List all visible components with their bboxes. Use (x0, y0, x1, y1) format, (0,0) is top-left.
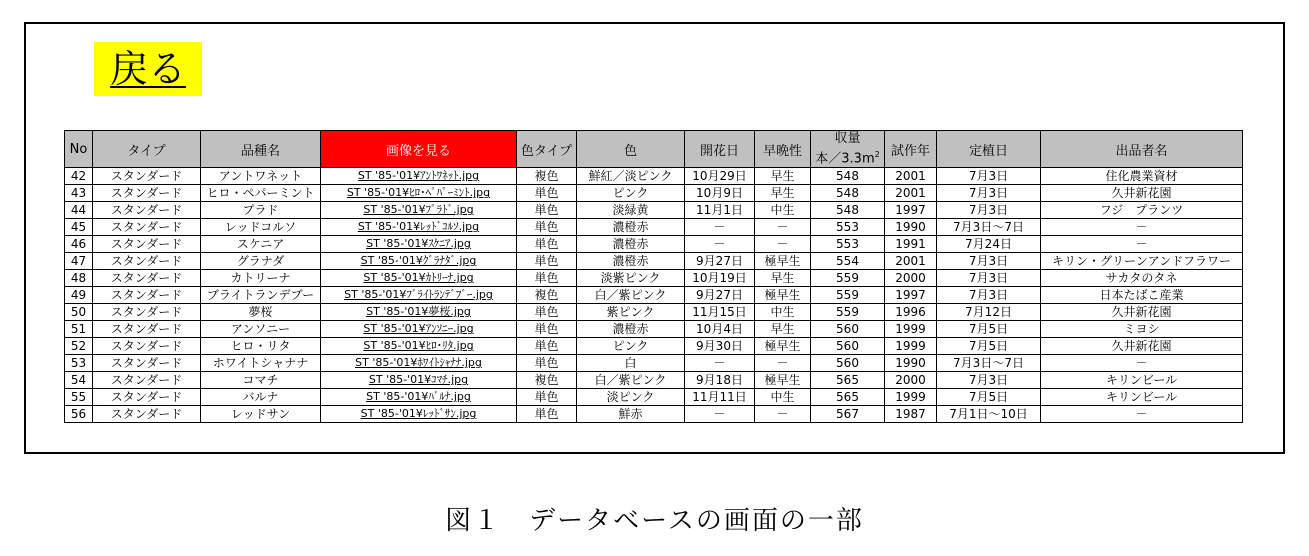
cell-no: 55 (65, 389, 93, 406)
cell-exhibitor: 久井新花園 (1041, 304, 1243, 321)
cell-image-link[interactable]: ST '85-'01¥ﾚｯﾄﾞｻﾝ.jpg (321, 406, 517, 423)
cell-earliness: 極早生 (755, 372, 811, 389)
cell-trial-year: 1990 (885, 355, 937, 372)
cell-color-type: 複色 (517, 168, 577, 185)
cell-bloom-date: 10月19日 (685, 270, 755, 287)
cell-image-link[interactable]: ST '85-'01¥ﾋﾛ･ﾘﾀ.jpg (321, 338, 517, 355)
cell-trial-year: 1999 (885, 389, 937, 406)
cell-yield: 565 (811, 389, 885, 406)
table-row (65, 287, 1243, 304)
cell-bloom-date: － (685, 236, 755, 253)
cell-planting-date: 7月3日 (937, 287, 1041, 304)
cell-yield: 553 (811, 236, 885, 253)
cell-variety: プラド (201, 202, 321, 219)
cell-color-type: 単色 (517, 355, 577, 372)
cell-type: スタンダード (93, 321, 201, 338)
cell-earliness: 早生 (755, 270, 811, 287)
cell-color-type: 複色 (517, 372, 577, 389)
cell-image-link[interactable]: ST '85-'01¥ｺﾏﾁ.jpg (321, 372, 517, 389)
table-row (65, 372, 1243, 389)
table-row (65, 304, 1243, 321)
cell-image-link[interactable]: ST '85-'01¥ｸﾞﾗﾅﾀﾞ.jpg (321, 253, 517, 270)
cell-earliness: － (755, 219, 811, 236)
cell-bloom-date: 10月9日 (685, 185, 755, 202)
cell-color: 淡ピンク (577, 389, 685, 406)
cell-exhibitor: － (1041, 406, 1243, 423)
cell-image-link[interactable]: ST '85-'01¥ﾎﾜｲﾄｼｬﾅﾅ.jpg (321, 355, 517, 372)
cell-planting-date: 7月5日 (937, 321, 1041, 338)
cell-planting-date: 7月3日～7日 (937, 219, 1041, 236)
cell-color-type: 単色 (517, 253, 577, 270)
cell-no: 54 (65, 372, 93, 389)
header-color-type: 色タイプ (517, 131, 577, 168)
cell-color: 白／紫ピンク (577, 287, 685, 304)
cell-no: 44 (65, 202, 93, 219)
cell-no: 45 (65, 219, 93, 236)
header-color: 色 (577, 131, 685, 168)
cell-earliness: 中生 (755, 202, 811, 219)
header-view-image-button[interactable]: 画像を見る (321, 131, 517, 168)
cell-type: スタンダード (93, 168, 201, 185)
cell-exhibitor: － (1041, 219, 1243, 236)
cell-planting-date: 7月3日～7日 (937, 355, 1041, 372)
cell-trial-year: 2000 (885, 270, 937, 287)
cell-variety: コマチ (201, 372, 321, 389)
cell-variety: レッドコルソ (201, 219, 321, 236)
cell-image-link[interactable]: ST '85-'01¥ﾚｯﾄﾞｺﾙｿ.jpg (321, 219, 517, 236)
cell-planting-date: 7月3日 (937, 185, 1041, 202)
cell-image-link[interactable]: ST '85-'01¥ﾌﾟﾗﾄﾞ.jpg (321, 202, 517, 219)
cell-color: 濃橙赤 (577, 236, 685, 253)
cell-planting-date: 7月1日～10日 (937, 406, 1041, 423)
cell-exhibitor: サカタのタネ (1041, 270, 1243, 287)
cell-no: 43 (65, 185, 93, 202)
cell-bloom-date: 10月4日 (685, 321, 755, 338)
table-row (65, 168, 1243, 185)
cell-yield: 559 (811, 287, 885, 304)
table-header-row (65, 131, 1243, 168)
cell-variety: バルナ (201, 389, 321, 406)
cell-color-type: 単色 (517, 202, 577, 219)
rose-variety-table (64, 130, 1243, 423)
cell-color: 鮮赤 (577, 406, 685, 423)
cell-planting-date: 7月3日 (937, 372, 1041, 389)
cell-variety: カトリーナ (201, 270, 321, 287)
cell-color-type: 単色 (517, 338, 577, 355)
cell-type: スタンダード (93, 389, 201, 406)
table-row (65, 236, 1243, 253)
cell-exhibitor: ミヨシ (1041, 321, 1243, 338)
cell-type: スタンダード (93, 338, 201, 355)
cell-earliness: 極早生 (755, 287, 811, 304)
cell-exhibitor: 日本たばこ産業 (1041, 287, 1243, 304)
cell-yield: 559 (811, 304, 885, 321)
table-row (65, 406, 1243, 423)
cell-type: スタンダード (93, 202, 201, 219)
cell-variety: スケニア (201, 236, 321, 253)
cell-color: 白／紫ピンク (577, 372, 685, 389)
cell-no: 53 (65, 355, 93, 372)
cell-trial-year: 1990 (885, 219, 937, 236)
cell-color: 淡緑黄 (577, 202, 685, 219)
cell-image-link[interactable]: ST '85-'01¥ﾋﾛ･ﾍﾟﾊﾟｰﾐﾝﾄ.jpg (321, 185, 517, 202)
cell-trial-year: 1997 (885, 287, 937, 304)
cell-yield: 559 (811, 270, 885, 287)
cell-color-type: 単色 (517, 236, 577, 253)
cell-planting-date: 7月5日 (937, 389, 1041, 406)
cell-type: スタンダード (93, 304, 201, 321)
cell-type: スタンダード (93, 372, 201, 389)
cell-color: 紫ピンク (577, 304, 685, 321)
cell-bloom-date: － (685, 406, 755, 423)
cell-earliness: 早生 (755, 185, 811, 202)
cell-bloom-date: 9月18日 (685, 372, 755, 389)
header-yield-line2: 本／3.3m (815, 151, 875, 167)
header-yield (811, 131, 885, 168)
table-row (65, 338, 1243, 355)
cell-exhibitor: キリンビール (1041, 372, 1243, 389)
cell-color-type: 単色 (517, 406, 577, 423)
cell-earliness: 早生 (755, 321, 811, 338)
cell-color-type: 単色 (517, 321, 577, 338)
cell-bloom-date: 9月27日 (685, 253, 755, 270)
cell-color-type: 単色 (517, 219, 577, 236)
cell-type: スタンダード (93, 253, 201, 270)
cell-yield: 565 (811, 372, 885, 389)
table-row (65, 355, 1243, 372)
cell-trial-year: 2001 (885, 253, 937, 270)
header-yield-sup: 2 (874, 150, 880, 159)
cell-exhibitor: － (1041, 355, 1243, 372)
cell-color-type: 単色 (517, 270, 577, 287)
cell-variety: ヒロ・ペパーミント (201, 185, 321, 202)
cell-earliness: 中生 (755, 389, 811, 406)
cell-trial-year: 1987 (885, 406, 937, 423)
cell-color: 淡紫ピンク (577, 270, 685, 287)
cell-bloom-date: 10月29日 (685, 168, 755, 185)
cell-exhibitor: － (1041, 236, 1243, 253)
cell-yield: 548 (811, 185, 885, 202)
cell-variety: アントワネット (201, 168, 321, 185)
cell-trial-year: 1991 (885, 236, 937, 253)
header-yield-line1: 収量 (834, 131, 861, 146)
header-bloom-date: 開花日 (685, 131, 755, 168)
back-button[interactable] (94, 42, 202, 96)
table-row (65, 202, 1243, 219)
cell-color: 濃橙赤 (577, 321, 685, 338)
header-trial-year: 試作年 (885, 131, 937, 168)
cell-color: ピンク (577, 338, 685, 355)
cell-exhibitor: 久井新花園 (1041, 185, 1243, 202)
header-no: No (65, 131, 93, 168)
cell-yield: 554 (811, 253, 885, 270)
header-earliness: 早晩性 (755, 131, 811, 168)
cell-planting-date: 7月24日 (937, 236, 1041, 253)
cell-bloom-date: － (685, 219, 755, 236)
cell-bloom-date: 11月1日 (685, 202, 755, 219)
cell-no: 56 (65, 406, 93, 423)
cell-image-link[interactable]: ST '85-'01¥ｶﾄﾘｰﾅ.jpg (321, 270, 517, 287)
table-row (65, 185, 1243, 202)
figure-caption: 図１ データベースの画面の一部 (445, 506, 864, 536)
cell-trial-year: 2000 (885, 372, 937, 389)
cell-type: スタンダード (93, 355, 201, 372)
cell-exhibitor: 住化農業資材 (1041, 168, 1243, 185)
cell-earliness: － (755, 236, 811, 253)
cell-exhibitor: 久井新花園 (1041, 338, 1243, 355)
table-row (65, 321, 1243, 338)
cell-yield: 548 (811, 202, 885, 219)
table-row (65, 270, 1243, 287)
cell-trial-year: 1999 (885, 321, 937, 338)
cell-image-link[interactable]: ST '85-'01¥夢桜.jpg (321, 304, 517, 321)
cell-no: 42 (65, 168, 93, 185)
cell-variety: レッドサン (201, 406, 321, 423)
cell-variety: ヒロ・リタ (201, 338, 321, 355)
cell-yield: 548 (811, 168, 885, 185)
cell-type: スタンダード (93, 406, 201, 423)
cell-variety: ブライトランデブー (201, 287, 321, 304)
back-button-label: 戻る (109, 47, 186, 91)
cell-planting-date: 7月3日 (937, 168, 1041, 185)
cell-earliness: 早生 (755, 168, 811, 185)
cell-color: 白 (577, 355, 685, 372)
cell-color-type: 複色 (517, 287, 577, 304)
cell-yield: 553 (811, 219, 885, 236)
cell-bloom-date: 9月27日 (685, 287, 755, 304)
cell-type: スタンダード (93, 236, 201, 253)
cell-trial-year: 1996 (885, 304, 937, 321)
cell-color: ピンク (577, 185, 685, 202)
cell-no: 52 (65, 338, 93, 355)
cell-type: スタンダード (93, 219, 201, 236)
cell-type: スタンダード (93, 270, 201, 287)
cell-bloom-date: － (685, 355, 755, 372)
cell-bloom-date: 9月30日 (685, 338, 755, 355)
cell-planting-date: 7月3日 (937, 270, 1041, 287)
table-row (65, 219, 1243, 236)
cell-no: 50 (65, 304, 93, 321)
cell-color-type: 単色 (517, 304, 577, 321)
cell-color-type: 単色 (517, 185, 577, 202)
header-variety: 品種名 (201, 131, 321, 168)
cell-earliness: 極早生 (755, 338, 811, 355)
cell-trial-year: 2001 (885, 185, 937, 202)
cell-color: 鮮紅／淡ピンク (577, 168, 685, 185)
cell-trial-year: 1997 (885, 202, 937, 219)
cell-color: 濃橙赤 (577, 253, 685, 270)
cell-image-link[interactable]: ST '85-'01¥ｱﾝｿﾆｰ.jpg (321, 321, 517, 338)
cell-bloom-date: 11月15日 (685, 304, 755, 321)
header-planting-date: 定植日 (937, 131, 1041, 168)
cell-no: 47 (65, 253, 93, 270)
cell-variety: 夢桜 (201, 304, 321, 321)
cell-trial-year: 2001 (885, 168, 937, 185)
cell-earliness: － (755, 355, 811, 372)
cell-yield: 560 (811, 355, 885, 372)
cell-variety: ホワイトシャナナ (201, 355, 321, 372)
cell-variety: アンソニー (201, 321, 321, 338)
cell-planting-date: 7月3日 (937, 202, 1041, 219)
table-row (65, 389, 1243, 406)
table-row (65, 253, 1243, 270)
cell-trial-year: 1999 (885, 338, 937, 355)
cell-earliness: 中生 (755, 304, 811, 321)
cell-yield: 560 (811, 338, 885, 355)
cell-exhibitor: フジ プランツ (1041, 202, 1243, 219)
cell-image-link[interactable]: ST '85-'01¥ｽｹﾆｱ.jpg (321, 236, 517, 253)
cell-exhibitor: キリン・グリーンアンドフラワー (1041, 253, 1243, 270)
cell-image-link[interactable]: ST '85-'01¥ﾊﾞﾙﾅ.jpg (321, 389, 517, 406)
header-type: タイプ (93, 131, 201, 168)
cell-yield: 560 (811, 321, 885, 338)
cell-image-link[interactable]: ST '85-'01¥ｱﾝﾄﾜﾈｯﾄ.jpg (321, 168, 517, 185)
cell-bloom-date: 11月11日 (685, 389, 755, 406)
cell-exhibitor: キリンビール (1041, 389, 1243, 406)
cell-earliness: － (755, 406, 811, 423)
cell-color: 濃橙赤 (577, 219, 685, 236)
cell-type: スタンダード (93, 185, 201, 202)
cell-variety: グラナダ (201, 253, 321, 270)
cell-earliness: 極早生 (755, 253, 811, 270)
cell-planting-date: 7月5日 (937, 338, 1041, 355)
header-exhibitor: 出品者名 (1041, 131, 1243, 168)
cell-no: 48 (65, 270, 93, 287)
cell-planting-date: 7月12日 (937, 304, 1041, 321)
cell-type: スタンダード (93, 287, 201, 304)
cell-no: 49 (65, 287, 93, 304)
cell-image-link[interactable]: ST '85-'01¥ﾌﾞﾗｲﾄﾗﾝﾃﾞﾌﾞｰ.jpg (321, 287, 517, 304)
cell-planting-date: 7月3日 (937, 253, 1041, 270)
cell-color-type: 単色 (517, 389, 577, 406)
cell-no: 46 (65, 236, 93, 253)
cell-yield: 567 (811, 406, 885, 423)
cell-no: 51 (65, 321, 93, 338)
